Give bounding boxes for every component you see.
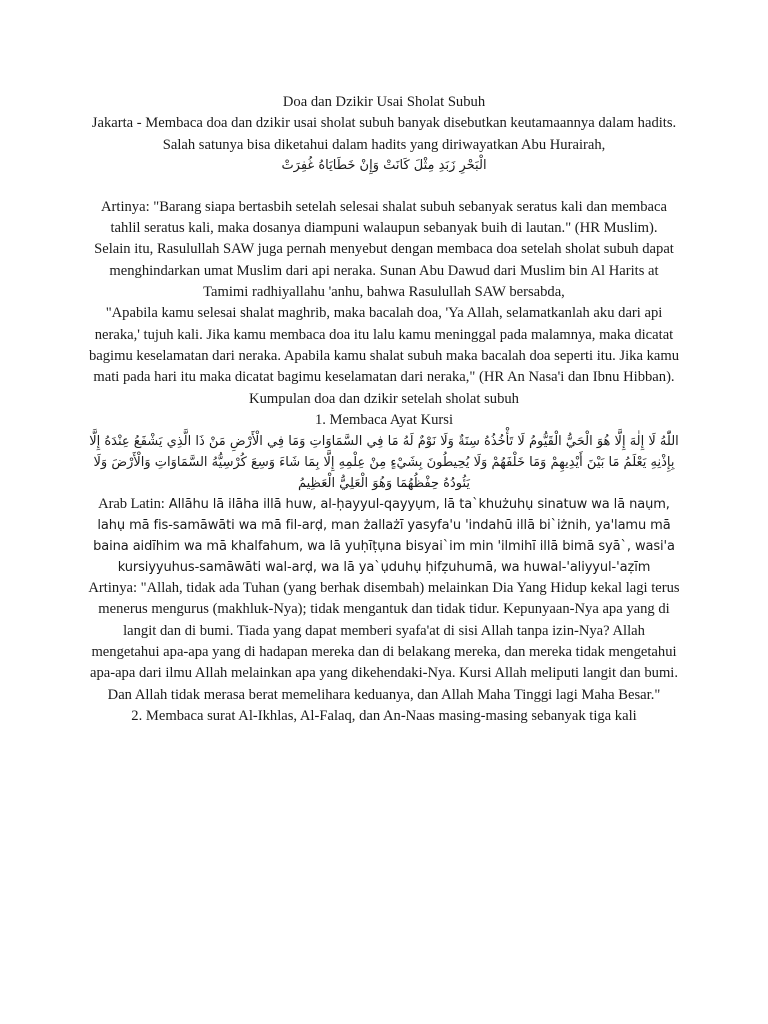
artinya-hadith-paragraph: Artinya: "Barang siapa bertasbih setelah selesai shalat subuh sebanyak seratus kali dan membaca tahlil seratus kali, maka dosanya diampuni walaupun sebanyak buih di lautan." (HR Muslim). xyxy=(100,198,667,237)
intro-arabic-text: الْبَحْرِ زَبَدِ مِثْلَ كَانَتْ وَإِنْ خَطَايَاهُ غُفِرَتْ xyxy=(281,157,487,173)
intro-text: Jakarta - Membaca doa dan dzikir usai sholat subuh banyak disebutkan keutamaannya dalam hadits. Salah satunya bisa diketahui dalam hadits yang diriwayatkan Abu Hurairah, xyxy=(91,115,677,153)
document-title: Doa dan Dzikir Usai Sholat Subuh xyxy=(282,94,486,110)
item-1-heading: 1. Membaca Ayat Kursi xyxy=(314,411,454,428)
artinya-ayat-kursi-paragraph: Artinya: "Allah, tidak ada Tuhan (yang berhak disembah) melainkan Dia Yang Hidup kekal lagi terus menerus mengurus (makhluk-Nya); tidak mengantuk dan tidak tidur. Kepunyaan-Nya apa yang di langit dan di bumi. Tiada yang dapat memberi syafa'at di sisi Allah tanpa izin-Nya? Allah mengetahui apa-apa yang di hadapan mereka dan di belakang mereka, dan mereka tidak mengetahui apa-apa dari ilmu Allah melainkan apa yang dikehendaki-Nya. Kursi Allah meliputi langit dan bumi. Dan Allah tidak merasa berat memelihara keduanya, dan Allah Maha Tinggi lagi Maha Besar." xyxy=(88,580,680,703)
arab-latin-text: Allāhu lā ilāha illā huw, al-ḥayyul-qayyụm, lā ta`khużuhụ sinatuw wa lā naụm, lahụ mā fis-samāwāti wa mā fil-arḍ, man żallażī yasyfa'u 'indahū illā bi`iżnih, ya'lamu mā baina aidīhim wa mā khalfahum, wa lā yuḥīṭụna bisyai`im min 'ilmihī illā bimā syā`, wasi'a kursiyyuhus-samāwāti wal-arḍ, wa lā ya`ụduhụ ḥifẓuhumā, wa huwal-'aliyyul-'aẓīm xyxy=(93,497,675,576)
ayat-kursi-arabic: اللّٰهُ لَا إِلٰهَ إِلَّا هُوَ الْحَيُّ الْقَيُّومُ لَا تَأْخُذُهُ سِنَةٌ وَلَا نَوْمٌ لَهُ مَا فِي السَّمَاوَاتِ وَمَا فِي الْأَرْضِ مَنْ ذَا الَّذِي يَشْفَعُ عِنْدَهُ إِلَّا بِإِذْنِهِ يَعْلَمُ مَا بَيْنَ أَيْدِيهِمْ وَمَا خَلْفَهُمْ وَلَا يُحِيطُونَ بِشَيْءٍ مِنْ عِلْمِهِ إِلَّا بِمَا شَاءَ وَسِعَ كُرْسِيُّهُ السَّمَاوَاتِ وَالْأَرْضَ وَلَا يَئُودُهُ حِفْظُهُمَا وَهُوَ الْعَلِيُّ الْعَظِيمُ xyxy=(89,434,679,492)
document-page xyxy=(88,92,680,727)
item-2-heading: 2. Membaca surat Al-Ikhlas, Al-Falaq, dan An-Naas masing-masing sebanyak tiga kali xyxy=(131,707,637,724)
section-heading: Kumpulan doa dan dzikir setelah sholat subuh xyxy=(249,390,519,407)
hadith-quote-paragraph: "Apabila kamu selesai shalat maghrib, maka bacalah doa, 'Ya Allah, selamatkanlah aku dari api neraka,' tujuh kali. Jika kamu membaca doa itu lalu kamu meninggal pada malamnya, maka dicatat bagimu keselamatan dari neraka. Apabila kamu shalat subuh maka bacalah doa seperti itu. Jika kamu mati pada hari itu maka dicatat bagimu keselamatan dari neraka," (HR An Nasa'i dan Ibnu Hibban). xyxy=(88,305,680,386)
arab-latin-label: Arab Latin: xyxy=(98,496,165,513)
arab-latin-paragraph xyxy=(88,494,680,578)
section-heading-group xyxy=(88,389,680,432)
intro-paragraph xyxy=(88,113,680,176)
rasulullah-paragraph: Selain itu, Rasulullah SAW juga pernah menyebut dengan membaca doa setelah sholat subuh dapat menghindarkan umat Muslim dari api neraka. Sunan Abu Dawud dari Muslim bin Al Harits at Tamimi radhiyallahu 'anhu, bahwa Rasulullah SAW bersabda, xyxy=(94,241,674,301)
